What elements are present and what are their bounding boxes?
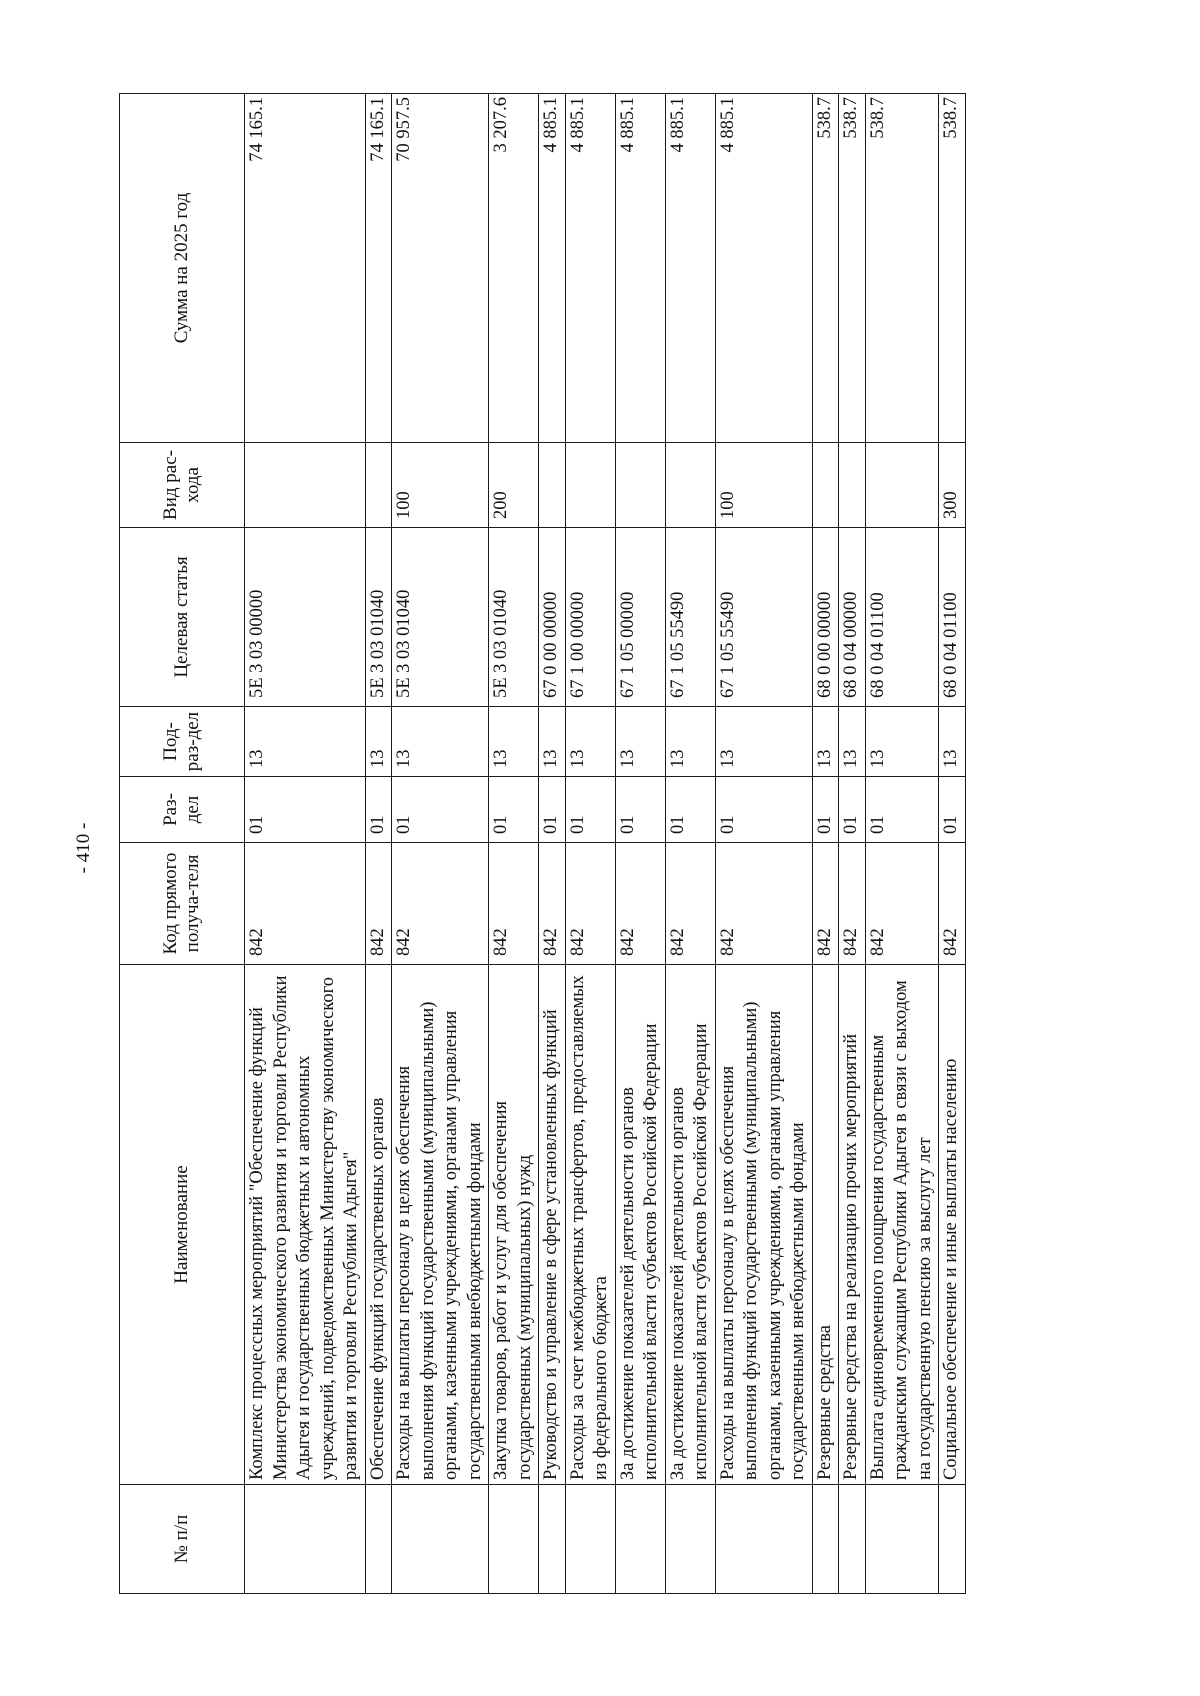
row-sum: 538.7 — [839, 94, 866, 443]
row-name: Резервные средства на реализацию прочих мероприятий — [839, 965, 866, 1485]
row-podrazdel: 13 — [615, 707, 665, 777]
row-podrazdel: 13 — [665, 707, 715, 777]
row-target: 67 1 05 55490 — [665, 528, 715, 707]
row-code: 842 — [392, 843, 489, 965]
row-target: 5Е 3 03 01040 — [489, 528, 539, 707]
rotated-page-content — [119, 94, 1069, 1594]
row-code: 842 — [539, 843, 566, 965]
row-name: Закупка товаров, работ и услуг для обеспечения государственных (муниципальных) нужд — [489, 965, 539, 1485]
row-code: 842 — [565, 843, 615, 965]
row-sum: 74 165.1 — [245, 94, 366, 443]
row-num — [539, 1485, 566, 1594]
row-name: Комплекс процессных мероприятий "Обеспечение функций Министерства экономического развития и торговли Республики Адыгея и государственных бюджетных и автономных учреждений, подведомственных Министерству экономического развития и торговли Республики Адыгея" — [245, 965, 366, 1485]
row-code: 842 — [615, 843, 665, 965]
row-podrazdel: 13 — [489, 707, 539, 777]
row-target: 67 1 00 00000 — [565, 528, 615, 707]
row-vid: 100 — [392, 443, 489, 528]
table-row — [715, 94, 812, 1594]
row-podrazdel: 13 — [865, 707, 939, 777]
header-num: № п/п — [120, 1485, 245, 1594]
row-target: 5Е 3 03 00000 — [245, 528, 366, 707]
row-target: 5Е 3 03 01040 — [365, 528, 392, 707]
table-row — [839, 94, 866, 1594]
row-code: 842 — [489, 843, 539, 965]
row-vid — [539, 443, 566, 528]
table-row — [665, 94, 715, 1594]
row-sum: 4 885.1 — [565, 94, 615, 443]
row-num — [615, 1485, 665, 1594]
table-row — [865, 94, 939, 1594]
row-code: 842 — [812, 843, 839, 965]
row-target: 68 0 04 01100 — [939, 528, 966, 707]
row-sum: 4 885.1 — [539, 94, 566, 443]
row-podrazdel: 13 — [939, 707, 966, 777]
row-code: 842 — [865, 843, 939, 965]
table-row — [392, 94, 489, 1594]
row-razdel: 01 — [489, 777, 539, 843]
table-row — [565, 94, 615, 1594]
row-podrazdel: 13 — [539, 707, 566, 777]
budget-table — [119, 93, 966, 1594]
row-sum: 4 885.1 — [715, 94, 812, 443]
row-podrazdel: 13 — [565, 707, 615, 777]
row-num — [715, 1485, 812, 1594]
row-num — [865, 1485, 939, 1594]
row-vid: 300 — [939, 443, 966, 528]
row-name: Расходы на выплаты персоналу в целях обеспечения выполнения функций государственными (муниципальными) органами, казенными учреждениями, органами управления государственными внебюджетными фондами — [392, 965, 489, 1485]
row-razdel: 01 — [392, 777, 489, 843]
row-sum: 74 165.1 — [365, 94, 392, 443]
row-code: 842 — [365, 843, 392, 965]
row-razdel: 01 — [365, 777, 392, 843]
row-sum: 538.7 — [939, 94, 966, 443]
row-num — [665, 1485, 715, 1594]
row-podrazdel: 13 — [839, 707, 866, 777]
table-row — [245, 94, 366, 1594]
table-header-row — [120, 94, 245, 1594]
row-target: 68 0 00 00000 — [812, 528, 839, 707]
table-row — [812, 94, 839, 1594]
row-podrazdel: 13 — [812, 707, 839, 777]
row-sum: 4 885.1 — [665, 94, 715, 443]
row-vid — [245, 443, 366, 528]
row-razdel: 01 — [812, 777, 839, 843]
row-target: 5Е 3 03 01040 — [392, 528, 489, 707]
row-code: 842 — [839, 843, 866, 965]
row-num — [365, 1485, 392, 1594]
row-razdel: 01 — [939, 777, 966, 843]
row-code: 842 — [715, 843, 812, 965]
row-razdel: 01 — [715, 777, 812, 843]
row-sum: 70 957.5 — [392, 94, 489, 443]
row-name: Обеспечение функций государственных органов — [365, 965, 392, 1485]
row-name: Расходы за счет межбюджетных трансфертов, предоставляемых из федерального бюджета — [565, 965, 615, 1485]
header-razdel: Раз-дел — [120, 777, 245, 843]
table-row — [365, 94, 392, 1594]
table-row — [615, 94, 665, 1594]
header-sum: Сумма на 2025 год — [120, 94, 245, 443]
row-target: 67 1 05 55490 — [715, 528, 812, 707]
header-target: Целевая статья — [120, 528, 245, 707]
row-num — [565, 1485, 615, 1594]
row-num — [392, 1485, 489, 1594]
header-vid: Вид рас-хода — [120, 443, 245, 528]
row-name: Руководство и управление в сфере установленных функций — [539, 965, 566, 1485]
row-name: Резервные средства — [812, 965, 839, 1485]
row-code: 842 — [939, 843, 966, 965]
row-podrazdel: 13 — [715, 707, 812, 777]
row-target: 67 1 05 00000 — [615, 528, 665, 707]
header-code: Код прямого получа-теля — [120, 843, 245, 965]
row-podrazdel: 13 — [245, 707, 366, 777]
row-vid — [615, 443, 665, 528]
row-name: Социальное обеспечение и иные выплаты населению — [939, 965, 966, 1485]
row-num — [939, 1485, 966, 1594]
row-target: 68 0 04 01100 — [865, 528, 939, 707]
row-num — [245, 1485, 366, 1594]
row-sum: 538.7 — [865, 94, 939, 443]
row-razdel: 01 — [245, 777, 366, 843]
row-vid — [565, 443, 615, 528]
row-razdel: 01 — [615, 777, 665, 843]
row-vid — [865, 443, 939, 528]
table-row — [539, 94, 566, 1594]
row-code: 842 — [665, 843, 715, 965]
row-razdel: 01 — [665, 777, 715, 843]
row-vid: 100 — [715, 443, 812, 528]
row-name: За достижение показателей деятельности органов исполнительной власти субъектов Российской Федерации — [665, 965, 715, 1485]
row-vid — [812, 443, 839, 528]
row-razdel: 01 — [839, 777, 866, 843]
row-sum: 538.7 — [812, 94, 839, 443]
row-podrazdel: 13 — [392, 707, 489, 777]
row-podrazdel: 13 — [365, 707, 392, 777]
table-row — [489, 94, 539, 1594]
row-code: 842 — [245, 843, 366, 965]
header-name: Наименование — [120, 965, 245, 1485]
row-sum: 3 207.6 — [489, 94, 539, 443]
row-target: 67 0 00 00000 — [539, 528, 566, 707]
row-razdel: 01 — [539, 777, 566, 843]
row-num — [839, 1485, 866, 1594]
row-vid — [665, 443, 715, 528]
row-name: Расходы на выплаты персоналу в целях обеспечения выполнения функций государственными (муниципальными) органами, казенными учреждениями, органами управления государственными внебюджетными фондами — [715, 965, 812, 1485]
row-target: 68 0 04 00000 — [839, 528, 866, 707]
row-razdel: 01 — [865, 777, 939, 843]
row-vid: 200 — [489, 443, 539, 528]
row-vid — [839, 443, 866, 528]
row-num — [812, 1485, 839, 1594]
row-vid — [365, 443, 392, 528]
table-row — [939, 94, 966, 1594]
row-razdel: 01 — [565, 777, 615, 843]
row-sum: 4 885.1 — [615, 94, 665, 443]
row-name: Выплата единовременного поощрения государственным гражданским служащим Республики Адыгея в связи с выходом на государственную пенсию за выслугу лет — [865, 965, 939, 1485]
row-num — [489, 1485, 539, 1594]
row-name: За достижение показателей деятельности органов исполнительной власти субъектов Российской Федерации — [615, 965, 665, 1485]
page-number: - 410 - — [73, 822, 94, 874]
header-podrazdel: Под-раз-дел — [120, 707, 245, 777]
